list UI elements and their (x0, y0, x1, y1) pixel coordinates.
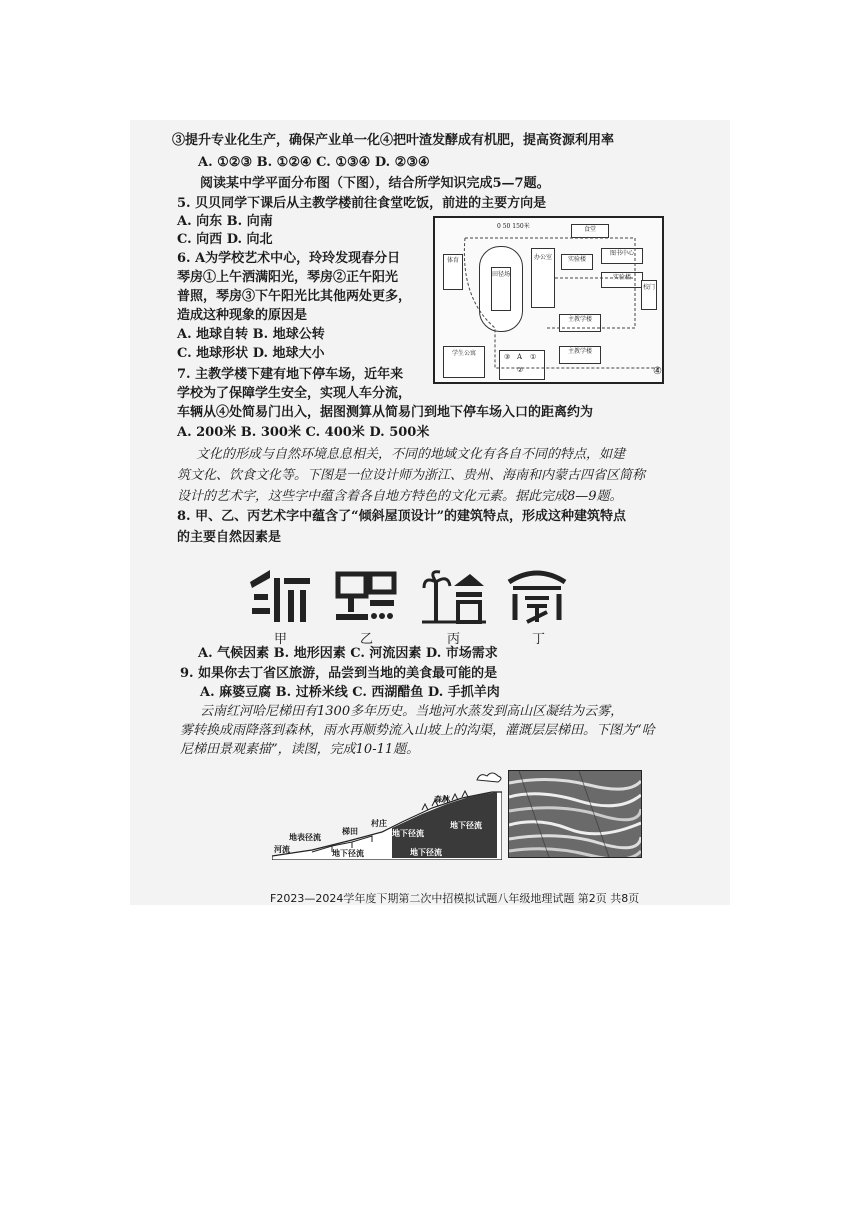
terrace-river-label: 河流 (274, 844, 290, 854)
map-gate: 校门 (641, 280, 657, 310)
terrace-sketch-image (508, 770, 642, 858)
q7-stem-3: 车辆从④处简易门出入，据图测算从简易门到地下停车场入口的距离约为 (177, 405, 594, 420)
map-roads (435, 218, 662, 382)
art-label-yi: 乙 (360, 632, 374, 647)
q8-stem-2: 的主要自然因素是 (177, 530, 282, 545)
art-label-bing: 丙 (447, 632, 461, 647)
meng-art-icon (505, 568, 569, 626)
map-office: 办公室 (531, 248, 555, 308)
map-track-label: 田径场 (491, 267, 511, 311)
page-footer: F2023—2024学年度下期第二次中招模拟试题八年级地理试题 第2页 共8页 (270, 892, 640, 905)
q6-stem-2: 琴房①上午洒满阳光，琴房②正午阳光 (177, 270, 399, 285)
qian-art-icon (334, 568, 398, 626)
q7-stem-1: 7. 主教学楼下建有地下停车场，近年来 (177, 367, 404, 382)
map-main-building: 主教学楼 (559, 314, 601, 332)
zhe-art-icon (248, 568, 312, 626)
map-main-building-2: 主教学楼 (559, 346, 601, 364)
q6-options-cd: C. 地球形状 D. 地球大小 (177, 346, 325, 361)
terrace-underground-4: 地下径流 (410, 847, 442, 857)
art-char-qian (334, 568, 398, 626)
terrace-cross-section (272, 770, 502, 860)
q8-stem-1: 8. 甲、乙、丙艺术字中蕴含了“倾斜屋顶设计”的建筑特点，形成这种建筑特点 (177, 509, 627, 524)
q4-choices: A. ①②③ B. ①②④ C. ①③④ D. ②③④ (198, 155, 430, 170)
intro-5-7: 阅读某中学平面分布图（下图），结合所学知识完成5—7题。 (200, 176, 550, 191)
terrace-surface-runoff-label: 地表径流 (289, 832, 321, 842)
intro-10-11-line1: 云南红河哈尼梯田有1300多年历史。当地河水蒸发到高山区凝结为云雾， (200, 704, 624, 719)
art-char-meng (505, 568, 569, 626)
art-char-zhe (248, 568, 312, 626)
map-room-1: ① (530, 353, 537, 361)
q5-options-ab: A. 向东 B. 向南 (177, 214, 273, 229)
terrace-field-label: 梯田 (342, 826, 358, 836)
q6-stem-1: 6. A为学校艺术中心，玲玲发现春分日 (177, 251, 401, 266)
q9-stem: 9. 如果你去丁省区旅游，品尝到当地的美食最可能的是 (180, 666, 498, 681)
art-label-ding: 丁 (532, 632, 546, 647)
q6-stem-3: 普照，琴房③下午阳光比其他两处更多， (177, 289, 412, 304)
art-label-jia: 甲 (274, 632, 288, 647)
q9-choices: A. 麻婆豆腐 B. 过桥米线 C. 西湖醋鱼 D. 手抓羊肉 (200, 685, 500, 700)
map-room-2: ② (517, 366, 524, 374)
terrace-sketch-pattern (509, 771, 641, 857)
terrace-underground-2: 地下径流 (392, 828, 424, 838)
intro-8-9-line2: 筑文化、饮食文化等。下图是一位设计师为浙江、贵州、海南和内蒙古四省区简称 (177, 468, 646, 483)
qiong-art-icon (422, 568, 486, 626)
map-experiment: 实验楼 (601, 272, 643, 288)
terrace-underground-3: 地下径流 (450, 820, 482, 830)
terrace-diagram (272, 770, 502, 860)
q6-options-ab: A. 地球自转 B. 地球公转 (177, 327, 325, 342)
q7-stem-2: 学校为了保障学生安全，实现人车分流， (177, 386, 412, 401)
art-char-qiong (422, 568, 486, 626)
q7-choices: A. 200米 B. 300米 C. 400米 D. 500米 (177, 425, 430, 440)
q8-choices: A. 气候因素 B. 地形因素 C. 河流因素 D. 市场需求 (198, 646, 498, 661)
school-map (433, 216, 664, 384)
map-gym: 体育 (443, 254, 463, 290)
map-gate-4: ④ (653, 366, 662, 377)
terrace-forest-label: 森林 (434, 794, 450, 804)
map-room-3: ③ (504, 353, 511, 361)
q4-options-3-4: ③提升专业化生产，确保产业单一化④把叶渣发酵成有机肥，提高资源利用率 (172, 133, 615, 148)
map-library: 图书中心 (601, 248, 643, 264)
map-art-a: A (517, 353, 523, 361)
intro-8-9-line1: 文化的形成与自然环境息息相关，不同的地域文化有各自不同的特点，如建 (196, 447, 626, 462)
map-canteen: 食堂 (571, 224, 609, 238)
intro-8-9-line3: 设计的艺术字，这些字中蕴含着各自地方特色的文化元素。据此完成8—9题。 (177, 489, 623, 504)
map-scale: 0 50 150米 (497, 223, 530, 230)
map-dorm: 学生公寓 (443, 346, 485, 378)
q5-stem: 5. 贝贝同学下课后从主教学楼前往食堂吃饭，前进的主要方向是 (177, 196, 547, 211)
intro-10-11-line3: 尼梯田景观素描”，读图，完成10-11题。 (180, 742, 420, 757)
q5-options-cd: C. 向西 D. 向北 (177, 232, 273, 247)
map-lab: 实验楼 (561, 254, 593, 270)
intro-10-11-line2: 雾转换成雨降落到森林，雨水再顺势流入山坡上的沟渠，灌溉层层梯田。下图为“哈 (180, 723, 655, 738)
terrace-underground-1: 地下径流 (332, 848, 364, 858)
terrace-village-label: 村庄 (371, 818, 387, 828)
q6-stem-4: 造成这种现象的原因是 (177, 308, 308, 323)
